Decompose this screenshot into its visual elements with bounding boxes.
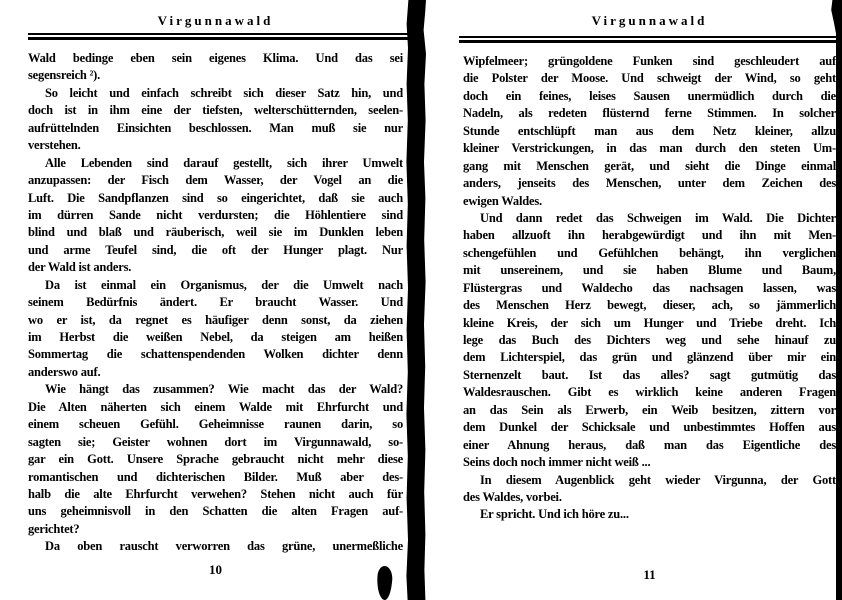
text-line: doch ist in ihm eine der tiefsten, welterschütternden, seelen- xyxy=(28,103,403,118)
text-line: seinem Bedürfnis ändert. Er braucht Wasser. Und xyxy=(28,295,403,310)
text-line: lege das Buch des Dichters weg und sehe hinauf zu xyxy=(463,333,836,347)
right-page-body xyxy=(463,53,836,524)
text-line: anderswo auf. xyxy=(28,364,101,379)
right-header-rule xyxy=(459,36,836,43)
text-line: gang mit Menschen gerät, und sieht die Dinge einmal xyxy=(463,158,836,173)
text-line: einem scheuen Gefühl. Geheimnisse raunen darin, so xyxy=(28,417,403,432)
text-line: Sommertag die schattenspendenden Wolken dichter denn xyxy=(28,347,403,362)
left-page-header: Virgunnawald xyxy=(157,13,274,28)
text-line: einer Ahnung heraus, daß man das Eigentliche des xyxy=(463,437,836,452)
text-line: So leicht und einfach schreibt sich dieser Satz hin, und xyxy=(45,85,403,100)
text-line: sagten sie; Geister wohnen dort im Virgunnawald, so- xyxy=(28,434,403,449)
text-line: anders, jenseits des Menschen, unter dem Zeichen des xyxy=(463,176,836,191)
text-line: romantischen und dichterischen Bilder. Muß aber des- xyxy=(28,469,403,484)
left-page-number: 10 xyxy=(209,562,222,577)
text-line: haben allzuoft ihn herabgewürdigt und ihn mit Men- xyxy=(463,228,836,243)
text-line: anzupassen: der Fisch dem Wasser, der Vogel an die xyxy=(28,173,403,188)
left-header-rule xyxy=(28,33,409,40)
text-line: Da ist einmal ein Organismus, der die Umwelt nach xyxy=(45,277,403,292)
text-line: Wald bedinge eben sein eigenes Klima. Und das sei xyxy=(28,51,403,65)
text-line: dem Dunkel der Schicksale und unbestimmtes Hoffen aus xyxy=(463,420,836,435)
text-line: verstehen. xyxy=(28,138,81,153)
text-line: des Menschen Herz bewegt, dieser, ach, so jämmerlich xyxy=(463,298,836,313)
text-line: Wipfelmeer; grüngoldene Funken sind geschleudert auf xyxy=(463,54,836,68)
text-line: aufrüttelnden Einsichten beschlossen. Man muß sie nur xyxy=(28,120,403,135)
text-line: Alle Lebenden sind darauf gestellt, sich ihrer Umwelt xyxy=(45,155,403,170)
text-line: Da oben rauscht verworren das grüne, unermeßliche xyxy=(45,539,403,554)
right-page xyxy=(463,0,836,600)
text-line: des Waldes, vorbei. xyxy=(463,489,562,504)
right-page-header: Virgunnawald xyxy=(591,13,708,28)
text-line: gerichtet? xyxy=(28,521,80,536)
text-line: und arme Teufel sind, die oft der Hunger plagt. Nur xyxy=(28,242,403,257)
text-line: kleiner Verstrickungen, in das man durch den steten Um- xyxy=(463,141,836,156)
text-line: dem Lichterspiel, das grün und glänzend über mir ein xyxy=(463,350,836,365)
text-line: kleine Kreis, der sich um Hunger und Triebe dreht. Ich xyxy=(463,315,836,330)
text-line: Und dann redet das Schweigen im Wald. Die Dichter xyxy=(480,210,836,225)
text-line: Sternenzelt baut. Ist das alles? sagt gutmütig das xyxy=(463,367,836,382)
text-line: Die Alten näherten sich einem Walde mit Ehrfurcht und xyxy=(28,399,403,414)
text-line: der Wald ist anders. xyxy=(28,260,132,275)
book-gutter-shadow xyxy=(406,0,426,600)
text-line: doch ein feines, leises Sausen unermüdlich durch die xyxy=(463,88,836,103)
text-line: Flüstergras und Waldecho das nachsagen lassen, was xyxy=(463,280,836,295)
text-line: Waldesrauschen. Gibt es wirklich keine anderen Fragen xyxy=(463,385,836,400)
scan-edge-shadow xyxy=(836,0,842,600)
left-page-body xyxy=(28,50,403,556)
left-page xyxy=(28,0,403,600)
text-line: an das Sein als Erwerb, ein Weib besitzen, zittern vor xyxy=(463,402,836,417)
text-line: Wie hängt das zusammen? Wie macht das der Wald? xyxy=(45,382,403,397)
text-line: uns geheimnisvoll in den Schatten die alten Fragen auf- xyxy=(28,504,403,519)
text-line: halb die alte Ehrfurcht verwehen? Stehen nicht auch für xyxy=(28,486,403,501)
text-line: Luft. Die Sandpflanzen sind so eingerichtet, daß sie auch xyxy=(28,190,403,205)
text-line: mit unsereinem, und sie haben Blume und Baum, xyxy=(463,263,836,278)
right-page-number: 11 xyxy=(643,567,656,582)
text-line: gar ein Gott. Unsere Sprache gebraucht nicht mehr diese xyxy=(28,452,403,467)
text-line: Stunde entschlüpft man aus dem Netz kleiner, allzu xyxy=(463,123,836,138)
text-line: Er spricht. Und ich höre zu... xyxy=(480,507,629,522)
text-line: ewigen Waldes. xyxy=(463,193,542,208)
text-line: im dürren Sande nicht verdursten; die Höhlentiere sind xyxy=(28,207,403,222)
text-line: die Polster der Moose. Und schweigt der Wind, so geht xyxy=(463,71,836,86)
text-line: blind und blaß und räuberisch, weil sie im Dunklen leben xyxy=(28,225,403,240)
text-line: segensreich ²). xyxy=(28,68,101,83)
text-line: wo er ist, da regnet es häufiger denn sonst, da ziehen xyxy=(28,312,403,327)
text-line: im Herbst die weißen Nebel, da steigen am heißen xyxy=(28,330,403,344)
text-line: In diesem Augenblick geht wieder Virgunna, der Gott xyxy=(480,472,836,487)
text-line: Seins doch noch immer nicht weiß ... xyxy=(463,455,651,470)
text-line: Nadeln, als redeten flüsternd ferne Stimmen. In solcher xyxy=(463,106,836,121)
text-line: schengefühlen und Gefühlchen behängt, ihn verglichen xyxy=(463,245,836,260)
